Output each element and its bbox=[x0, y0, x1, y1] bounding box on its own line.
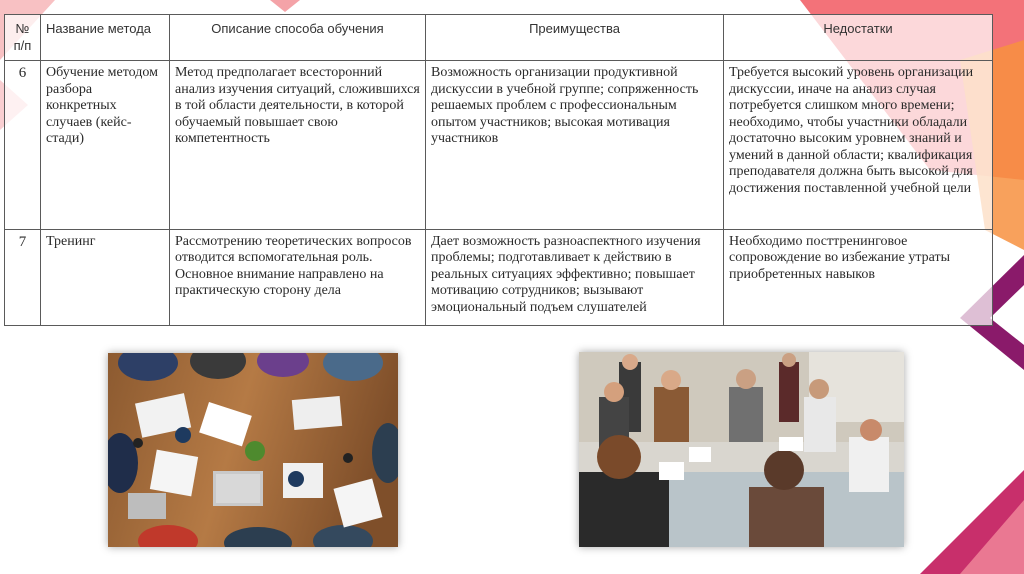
header-description: Описание способа обучения bbox=[170, 15, 426, 61]
row-num: 7 bbox=[5, 229, 41, 325]
header-advantages: Преимущества bbox=[426, 15, 724, 61]
header-disadvantages: Недостатки bbox=[724, 15, 993, 61]
header-num: № п/п bbox=[5, 15, 41, 61]
table-header-row bbox=[5, 15, 993, 61]
training-group-photo bbox=[579, 352, 904, 547]
row-advantages: Возможность организации продуктивной дискуссии в учебной группе; сопряженность решаемых проблем с профессиональным опытом участников; высокая мотивация участников bbox=[426, 61, 724, 230]
row-disadvantages: Требуется высокий уровень организации дискуссии, иначе на анализ случая потребуется слишком много времени; необходимо, чтобы участники обладали достаточно высоким уровнем знаний и умений в данной области; квалификация преподавателя должна быть высокой для достижения поставленной учебной цели bbox=[724, 61, 993, 230]
table-row bbox=[5, 61, 993, 230]
row-advantages: Дает возможность разноаспектного изучения проблемы; подготавливает к действию в реальных ситуациях эффективно; повышает мотивацию сотрудников; вызывают эмоциональный подъем слушателей bbox=[426, 229, 724, 325]
pink-shape-top-center bbox=[270, 0, 300, 12]
row-method: Обучение методом разбора конкретных случаев (кейс-стади) bbox=[41, 61, 170, 230]
header-method: Название метода bbox=[41, 15, 170, 61]
methods-table bbox=[4, 14, 993, 326]
row-method: Тренинг bbox=[41, 229, 170, 325]
row-disadvantages: Необходимо посттренинговое сопровождение во избежание утраты приобретенных навыков bbox=[724, 229, 993, 325]
row-num: 6 bbox=[5, 61, 41, 230]
row-description: Рассмотрению теоретических вопросов отводится вспомогательная роль. Основное внимание направлено на практическую сторону дела bbox=[170, 229, 426, 325]
row-description: Метод предполагает всесторонний анализ изучения ситуаций, сложившихся в той области деятельности, в которой обучаемый повышает свою компетентность bbox=[170, 61, 426, 230]
table-row bbox=[5, 229, 993, 325]
teamwork-table-photo bbox=[108, 353, 398, 547]
